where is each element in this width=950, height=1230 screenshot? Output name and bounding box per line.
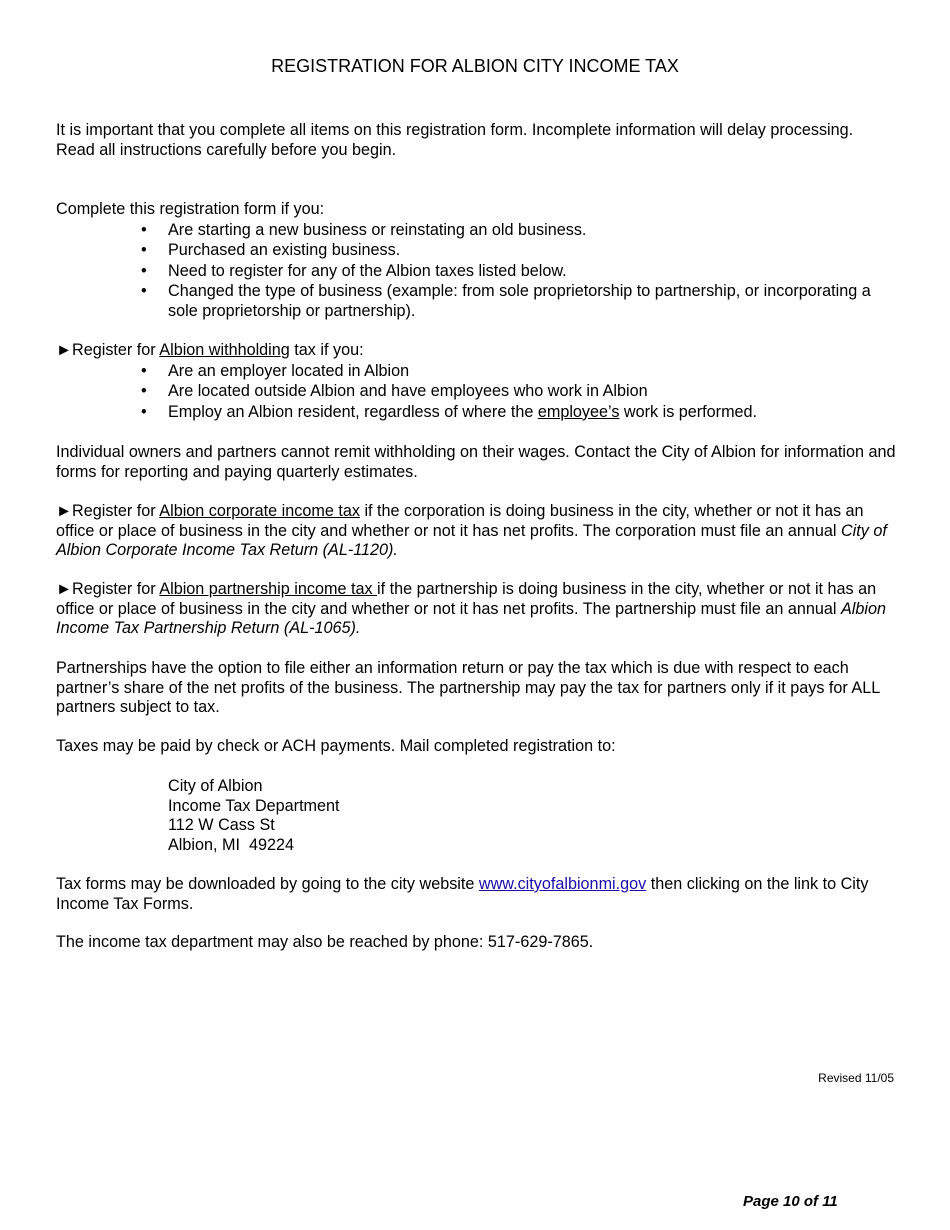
mail-instruction-text: Taxes may be paid by check or ACH payments. Mail completed registration to: <box>56 737 616 755</box>
mailing-address <box>168 777 340 855</box>
list-item: • Employ an Albion resident, regardless of where the employee’s work is performed. <box>56 402 896 423</box>
list-item: • Are located outside Albion and have employees who work in Albion <box>56 381 896 402</box>
withholding-heading: ►Register for Albion withholding tax if you: <box>56 341 364 359</box>
address-line: Albion, MI 49224 <box>168 835 294 854</box>
address-line: City of Albion <box>168 777 263 795</box>
withholding-term: Albion withholding <box>159 341 290 359</box>
phone-contact <box>56 933 896 953</box>
revision-date: Revised 11/05 <box>818 1071 894 1085</box>
intro-paragraph <box>56 121 896 160</box>
corporate-form-name: City of Albion Corporate Income Tax Return (AL-1120). <box>56 521 887 560</box>
owners-note-text: Individual owners and partners cannot remit withholding on their wages. Contact the City of Albion for information and forms for reporting and paying quarterly estimates. <box>56 443 896 481</box>
complete-if-heading: Complete this registration form if you: <box>56 200 325 218</box>
list-item: • Purchased an existing business. <box>56 240 896 261</box>
forms-download <box>56 875 896 914</box>
partnership-form-name: Albion Income Tax Partnership Return (AL-1065). <box>56 599 886 638</box>
partnership-section <box>56 580 896 639</box>
withholding-section <box>56 341 896 422</box>
partnership-term: Albion partnership income tax <box>159 580 378 598</box>
list-item: • Are an employer located in Albion <box>56 361 896 382</box>
withholding-list <box>56 361 896 423</box>
mail-instruction <box>56 737 896 757</box>
complete-if-list <box>56 220 896 322</box>
list-item: • Are starting a new business or reinstating an old business. <box>56 220 896 241</box>
partnership-option <box>56 659 896 718</box>
forms-download-text: Tax forms may be downloaded by going to the city website www.cityofalbionmi.gov then clicking on the link to City Income Tax Forms. <box>56 875 869 913</box>
owners-note <box>56 443 896 482</box>
corporate-section <box>56 502 896 561</box>
complete-if-section <box>56 200 896 321</box>
partnership-text: ►Register for Albion partnership income tax if the partnership is doing business in the city, whether or not it has an office or place of business in the city and whether or not it has net profits. The partnership must file an annual Albion Income Tax Partnership Return (AL-1065). <box>56 580 886 638</box>
partnership-option-text: Partnerships have the option to file either an information return or pay the tax which is due with respect to each partner’s share of the net profits of the business. The partnership may pay the tax for partners only if it pays for ALL partners subject to tax. <box>56 659 880 717</box>
address-line: 112 W Cass St <box>168 816 275 834</box>
address-line: Income Tax Department <box>168 796 340 815</box>
list-item: • Need to register for any of the Albion taxes listed below. <box>56 261 896 282</box>
page-title: REGISTRATION FOR ALBION CITY INCOME TAX <box>271 56 679 76</box>
list-item: • Changed the type of business (example: from sole proprietorship to partnership, or incorporating a sole proprietorship or partnership). <box>56 281 896 321</box>
phone-text: The income tax department may also be reached by phone: 517-629-7865. <box>56 933 594 951</box>
corporate-text: ►Register for Albion corporate income tax if the corporation is doing business in the city, whether or not it has an office or place of business in the city and whether or not it has net profits. The corporation must file an annual City of Albion Corporate Income Tax Return (AL-1120). <box>56 502 887 560</box>
corporate-term: Albion corporate income tax <box>159 502 360 520</box>
intro-text: It is important that you complete all items on this registration form. Incomplete information will delay processing. Read all instructions carefully before you begin. <box>56 121 854 159</box>
city-website-link[interactable]: www.cityofalbionmi.gov <box>478 875 647 893</box>
page-number: Page 10 of 11 <box>743 1193 838 1210</box>
